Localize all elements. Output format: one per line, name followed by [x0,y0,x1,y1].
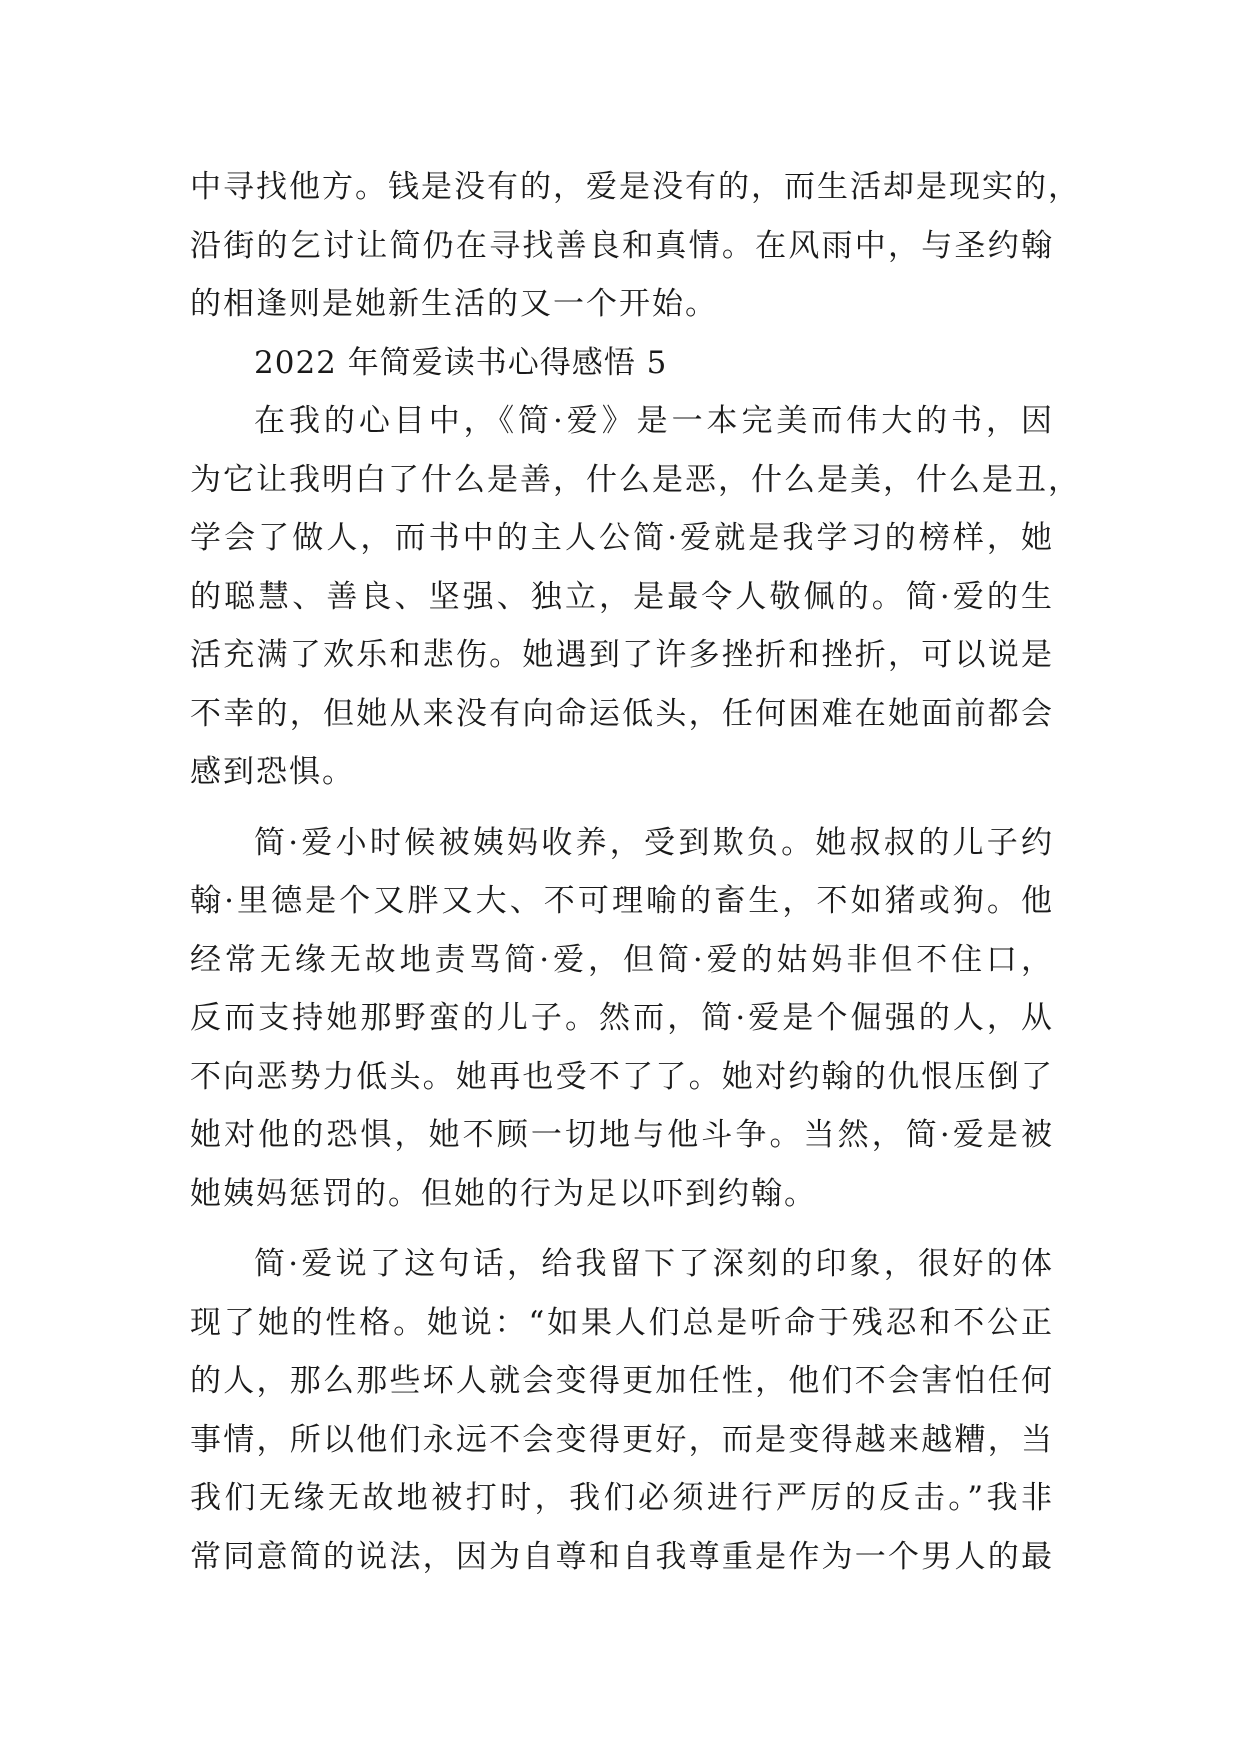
text-line: 常同意简的说法，因为自尊和自我尊重是作为一个男人的最 [190,1538,1054,1575]
text-line: 的人，那么那些坏人就会变得更加任性，他们不会害怕任何 [190,1363,1054,1399]
text-line: 的聪慧、善良、坚强、独立，是最令人敬佩的。简·爱的生 [190,578,1054,615]
text-line: 学会了做人，而书中的主人公简·爱就是我学习的榜样，她 [190,520,1054,556]
text-line: 她对他的恐惧，她不顾一切地与他斗争。当然，简·爱是被 [190,1117,1054,1153]
text-line: 简·爱小时候被姨妈收养，受到欺负。她叔叔的儿子约 [254,824,1054,861]
text-line: 活充满了欢乐和悲伤。她遇到了许多挫折和挫折，可以说是 [190,637,1054,673]
text-line: 不幸的，但她从来没有向命运低头，任何困难在她面前都会 [190,695,1054,732]
text-line: 反而支持她那野蛮的儿子。然而，简·爱是个倔强的人，从 [190,1000,1054,1036]
section-heading [190,334,1054,393]
paragraph [190,1235,1054,1586]
paragraph [190,392,1081,802]
text-line: 经常无缘无故地责骂简·爱，但简·爱的姑妈非但不住口， [190,941,1054,978]
heading-text: 2022 年简爱读书心得感悟 5 [254,344,668,381]
text-line: 现了她的性格。她说：“如果人们总是听命于残忍和不公正 [190,1304,1054,1341]
text-line: 她姨妈惩罚的。但她的行为足以吓到约翰。 [190,1175,817,1212]
text-line: 感到恐惧。 [190,754,355,790]
text-line: 的相逢则是她新生活的又一个开始。 [190,286,718,322]
text-line: 不向恶势力低头。她再也受不了了。她对约翰的仇恨压倒了 [190,1058,1054,1095]
text-line: 翰·里德是个又胖又大、不可理喻的畜生，不如猪或狗。他 [190,883,1054,919]
paragraph-gap [190,1223,1054,1235]
text-line: 简·爱说了这句话，给我留下了深刻的印象，很好的体 [254,1246,1054,1282]
text-line: 沿街的乞讨让简仍在寻找善良和真情。在风雨中，与圣约翰 [190,227,1054,264]
paragraph-continuation [190,158,1081,334]
paragraph [190,814,1054,1224]
text-line: 在我的心目中，《简·爱》是一本完美而伟大的书，因 [254,403,1054,439]
text-line: 事情，所以他们永远不会变得更好，而是变得越来越糟，当 [190,1421,1054,1458]
text-line: 中寻找他方。钱是没有的，爱是没有的，而生活却是现实的， [190,169,1081,205]
text-line: 为它让我明白了什么是善，什么是恶，什么是美，什么是丑， [190,461,1081,498]
document-body [190,158,1081,1586]
text-line: 我们无缘无故地被打时，我们必须进行严厉的反击。”我非 [190,1480,1054,1516]
paragraph-gap [190,802,1054,814]
